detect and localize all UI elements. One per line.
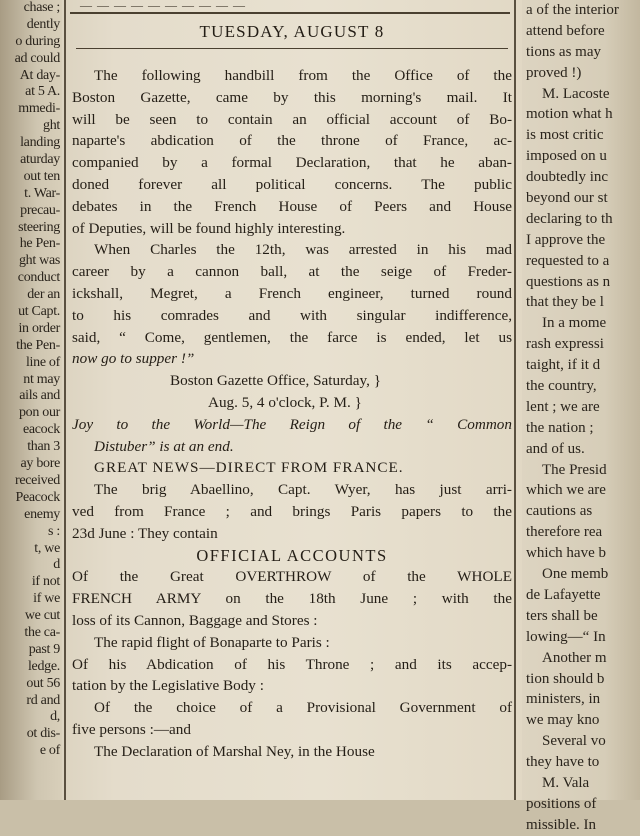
right-column-line: ters shall be [526, 607, 598, 624]
right-column-line: motion what h [526, 106, 613, 123]
right-column-line: we may kno [526, 712, 600, 729]
left-column-line: the ca- [24, 624, 60, 640]
left-column-line: line of [25, 354, 60, 370]
left-column-line: der an [27, 287, 60, 303]
article-line: When Charles the 12th, was arrested in his mad [94, 241, 512, 259]
left-column-line: s : [48, 523, 60, 539]
left-column-line: ght was [18, 253, 60, 269]
left-column-line: ay bore [20, 456, 60, 472]
right-column-line: cautions as [526, 503, 593, 520]
right-column-line: ministers, in [526, 691, 601, 708]
article-line: Joy to the World—The Reign of the “ Common [72, 415, 512, 433]
article-line: OFFICIAL ACCOUNTS [196, 545, 388, 565]
left-column-line: rd and [26, 692, 60, 708]
article-line: Of the choice of a Provisional Government of [94, 699, 512, 717]
left-column-line: we cut [24, 608, 60, 624]
article-line: five persons :—and [72, 720, 191, 738]
article-line: said, “ Come, gentlemen, the farce is ended, let us [72, 328, 512, 346]
article-line: The Declaration of Marshal Ney, in the House [94, 742, 375, 760]
right-column-line: which we are [526, 482, 606, 499]
left-column-line: if we [33, 591, 60, 607]
right-column-line: Several vo [542, 733, 606, 750]
left-column-line: ad could [14, 50, 60, 66]
left-column-line: conduct [17, 270, 60, 286]
left-column-line: e of [39, 743, 60, 759]
article-line: career by a cannon ball, at the seige of Freder- [72, 263, 512, 281]
right-column-line: requested to a [526, 252, 610, 269]
left-column-line: dently [26, 16, 60, 32]
left-column-line: landing [20, 135, 60, 151]
left-column-line: out ten [23, 168, 60, 184]
left-column-line: chase ; [23, 0, 60, 15]
article-line: doned forever all political concerns. The public [72, 175, 512, 193]
right-column-line: tion should b [526, 670, 605, 687]
article-line: loss of its Cannon, Baggage and Stores : [72, 611, 318, 629]
left-column-line: d [53, 557, 60, 573]
article-line: ved from France ; and brings Paris papers to the [72, 502, 512, 520]
left-column-line: out 56 [26, 675, 60, 691]
left-column-line: At day- [19, 67, 60, 83]
left-column-line: nt may [23, 371, 60, 387]
right-adjacent-column [522, 0, 640, 833]
left-column-line: Peacock [15, 489, 60, 505]
right-column-line: Another m [542, 649, 607, 666]
left-column-line: ails and [19, 388, 60, 404]
right-column-line: therefore rea [526, 524, 603, 541]
article-line: Aug. 5, 4 o'clock, P. M. } [208, 393, 362, 411]
dateline: TUESDAY, AUGUST 8 [199, 22, 385, 41]
right-column-line: the country, [526, 378, 597, 395]
dateline-rule [76, 48, 508, 49]
left-column-line: the Pen- [16, 337, 60, 353]
left-column-line: d, [50, 709, 60, 725]
right-column-line: proved !) [526, 64, 582, 81]
right-column-line: I approve the [526, 231, 606, 248]
left-column-line: precau- [20, 202, 60, 218]
left-column-line: ut Capt. [18, 304, 60, 320]
article-line: The brig Abaellino, Capt. Wyer, has just arri- [94, 481, 512, 499]
right-column-line: doubtedly inc [526, 169, 609, 186]
right-column-line: lowing—“ In [526, 628, 606, 645]
article-line: tation by the Legislative Body : [72, 677, 264, 695]
right-column-line: In a mome [542, 315, 607, 332]
left-column-line: received [14, 472, 60, 488]
left-column-line: ot dis- [26, 726, 60, 742]
right-column-line: lent ; we are [526, 398, 600, 415]
article-line: will be seen to contain an official account of Bo- [72, 110, 512, 128]
article-line: debates in the French House of Peers and House [72, 197, 512, 215]
article-line: Distuber” is at an end. [94, 437, 234, 455]
left-column-line: ght [43, 118, 60, 134]
left-column-line: eacock [22, 422, 60, 438]
article-line: ickshall, Megret, a French engineer, turned round [72, 284, 512, 302]
right-column-line: beyond our st [526, 190, 608, 207]
article-line: now go to supper !” [72, 350, 195, 368]
right-column-line: questions as n [526, 273, 611, 290]
right-column-line: de Lafayette [526, 586, 601, 603]
right-column-line: rash expressi [526, 336, 604, 353]
article-line: Boston Gazette Office, Saturday, } [170, 372, 381, 390]
right-column-line: The Presid [542, 461, 607, 478]
left-column-line: than 3 [27, 439, 60, 455]
masthead-fragment: — — — — — — — — — — [80, 0, 246, 12]
article-line: companied by a formal Declaration, that he aban- [72, 154, 512, 172]
left-column-line: enemy [24, 506, 60, 522]
right-column-line: missible. In [526, 816, 596, 833]
right-column-line: the nation ; [526, 419, 594, 436]
right-column-line: M. Vala [542, 774, 590, 791]
left-column-line: steering [18, 219, 60, 235]
right-column-line: which have b [526, 545, 606, 562]
article-line: of Deputies, will be found highly interesting. [72, 219, 346, 237]
right-column-line: is most critic [526, 127, 604, 144]
left-column-line: mmedi- [18, 101, 60, 117]
left-column-line: t. War- [24, 185, 60, 201]
column-rule-right [514, 0, 516, 800]
column-rule-left [64, 0, 66, 800]
left-column-line: past 9 [28, 641, 60, 657]
right-column-line: positions of [526, 795, 597, 812]
article-line: GREAT NEWS—DIRECT FROM FRANCE. [94, 459, 404, 477]
article-line: Of his Abdication of his Throne ; and its accep- [72, 655, 512, 673]
right-column-line: attend before [526, 22, 605, 39]
article-line: naparte's abdication of the throne of France, ac- [72, 132, 512, 150]
article-line: to his comrades and with singular indifference, [72, 306, 512, 324]
right-column-line: that they be l [526, 294, 604, 311]
article-line: Boston Gazette, came by this morning's mail. It [72, 88, 512, 106]
left-column-line: in order [18, 320, 60, 336]
left-column-line: if not [31, 574, 60, 590]
left-column-line: o during [15, 33, 60, 49]
article-line: FRENCH ARMY on the 18th June ; with the [72, 590, 512, 608]
left-adjacent-column [0, 0, 62, 800]
left-column-line: ledge. [27, 658, 60, 674]
article-line: Of the Great OVERTHROW of the WHOLE [72, 568, 512, 586]
left-column-line: aturday [20, 152, 60, 168]
left-column-line: he Pen- [19, 236, 60, 252]
main-article-column [72, 16, 512, 763]
article-line: The following handbill from the Office of the [94, 67, 512, 84]
right-column-line: taight, if it d [526, 357, 601, 374]
article-line: 23d June : They contain [72, 524, 218, 542]
left-column-line: at 5 A. [25, 84, 60, 100]
right-column-line: tions as may [526, 43, 601, 60]
right-column-line: a of the interior [526, 2, 619, 18]
right-column-line: M. Lacoste [542, 85, 610, 102]
masthead-rule [70, 12, 510, 14]
right-column-line: imposed on u [526, 148, 607, 165]
article-line: The rapid flight of Bonaparte to Paris : [94, 633, 330, 651]
left-column-line: t, we [34, 540, 60, 556]
left-column-line: pon our [18, 405, 60, 421]
article-body [72, 65, 512, 763]
right-column-line: and of us. [526, 440, 585, 457]
right-column-line: declaring to th [526, 210, 613, 227]
right-column-line: One memb [542, 566, 609, 583]
right-column-line: they have to [526, 754, 600, 771]
